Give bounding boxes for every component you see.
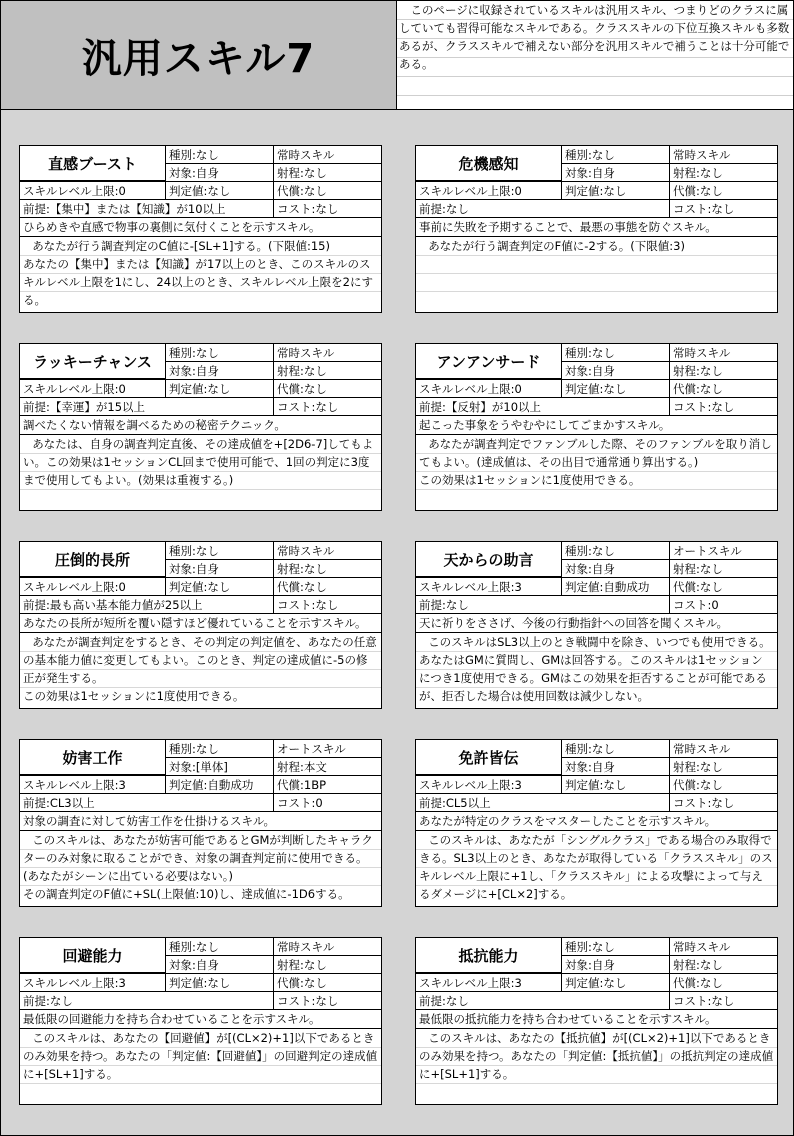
skill-price: 代償:1BP	[277, 778, 327, 792]
skill-price: 代償:なし	[277, 976, 327, 990]
skill-effect	[20, 1029, 381, 1083]
skill-name: 圧倒的長所	[20, 542, 166, 577]
skill-cost: コスト:なし	[673, 202, 735, 216]
skill-judge: 判定値:自動成功	[169, 778, 254, 792]
skill-effect-paragraph: このスキルは、あなたの【抵抗値】が[(CL×2)+1]以下であるときのみ効果を持つ。あなたの「判定値:【抵抗値】」の抵抗判定の達成値に+[SL+1]する。	[419, 1031, 774, 1081]
skill-effect-paragraph: この効果は1セッションに1度使用できる。	[419, 473, 641, 487]
skill-price: 代償:なし	[277, 184, 327, 198]
skill-price: 代償:なし	[673, 382, 723, 396]
skill-judge: 判定値:なし	[565, 976, 627, 990]
skill-card	[19, 145, 382, 313]
skill-judge: 判定値:なし	[169, 580, 231, 594]
page-description-box	[397, 1, 793, 110]
skill-judge: 判定値:なし	[565, 382, 627, 396]
skill-cost: コスト:なし	[673, 796, 735, 810]
skill-name: 危機感知	[416, 146, 562, 181]
skill-flavor: 最低限の回避能力を持ち合わせていることを示すスキル。	[23, 1012, 321, 1026]
skill-level-cap: スキルレベル上限:3	[419, 976, 522, 990]
skill-cost: コスト:なし	[277, 400, 339, 414]
skill-price: 代償:なし	[673, 976, 723, 990]
skill-type: 種別:なし	[169, 940, 219, 954]
skill-flavor: 対象の調査に対して妨害工作を仕掛けるスキル。	[23, 814, 275, 828]
skill-judge: 判定値:自動成功	[565, 580, 650, 594]
skill-timing: 常時スキル	[673, 940, 731, 954]
skill-range: 射程:なし	[673, 364, 723, 378]
skill-range: 射程:なし	[277, 562, 327, 576]
skill-type: 種別:なし	[565, 544, 615, 558]
skill-flavor: あなたが特定のクラスをマスターしたことを示すスキル。	[419, 814, 717, 828]
skill-target: 対象:[単体]	[169, 760, 228, 774]
skill-prerequisite: 前提:最も高い基本能力値が25以上	[23, 598, 203, 612]
skill-range: 射程:なし	[673, 166, 723, 180]
skill-cost: コスト:なし	[673, 400, 735, 414]
skill-level-cap: スキルレベル上限:0	[419, 184, 522, 198]
skill-effect-paragraph: このスキルは、あなたが妨害可能であるとGMが判断したキャラクターのみ対象に取ることができ、対象の調査判定前に使用できる。(あなたがシーンに出ている必要はない。)	[23, 833, 373, 883]
skill-effect	[20, 237, 381, 309]
skill-price: 代償:なし	[277, 580, 327, 594]
skill-name: アンアンサード	[416, 344, 562, 379]
skill-effect-paragraph: このスキルはSL3以上のとき戦闘中を除き、いつでも使用できる。あなたはGMに質問し、GMは回答する。このスキルは1セッションにつき1度使用できる。GMはこの効果を拒否することが可能であるが、拒否した場合は使用回数は減少しない。	[419, 635, 771, 703]
skill-flavor: 起こった事象をうやむやにしてごまかすスキル。	[419, 418, 671, 432]
skill-cost: コスト:0	[277, 796, 323, 810]
skill-prerequisite: 前提:なし	[419, 598, 469, 612]
skill-judge: 判定値:なし	[169, 976, 231, 990]
skill-timing: 常時スキル	[277, 544, 335, 558]
skill-name: 回避能力	[20, 938, 166, 973]
skill-level-cap: スキルレベル上限:3	[419, 778, 522, 792]
skill-timing: 常時スキル	[277, 346, 335, 360]
skill-card	[415, 937, 778, 1105]
skill-effect-paragraph: あなたの【集中】または【知識】が17以上のとき、このスキルのスキルレベル上限を1にし、24以上のとき、スキルレベル上限を2にする。	[23, 257, 373, 307]
skill-timing: 常時スキル	[673, 148, 731, 162]
skill-effect	[416, 831, 777, 903]
skill-name: 天からの助言	[416, 542, 562, 577]
skill-timing: オートスキル	[673, 544, 742, 558]
skill-type: 種別:なし	[565, 148, 615, 162]
skill-effect-paragraph: その調査判定のF値に+SL(上限値:10)し、達成値に-1D6する。	[23, 887, 350, 901]
skill-price: 代償:なし	[673, 778, 723, 792]
skill-flavor: 天に祈りをささげ、今後の行動指針への回答を聞くスキル。	[419, 616, 729, 630]
skill-cost: コスト:なし	[277, 598, 339, 612]
skill-price: 代償:なし	[673, 184, 723, 198]
skill-effect	[20, 435, 381, 489]
skill-effect	[416, 435, 777, 489]
skill-type: 種別:なし	[565, 346, 615, 360]
skill-flavor: 調べたくない情報を調べるための秘密テクニック。	[23, 418, 286, 432]
skill-prerequisite: 前提:なし	[23, 994, 73, 1008]
skill-type: 種別:なし	[169, 742, 219, 756]
skill-effect	[20, 831, 381, 903]
skill-effect	[20, 633, 381, 705]
skill-effect	[416, 1029, 777, 1083]
skill-timing: 常時スキル	[673, 742, 731, 756]
skill-card	[415, 541, 778, 709]
skill-level-cap: スキルレベル上限:3	[419, 580, 522, 594]
skill-cost: コスト:0	[673, 598, 719, 612]
skill-type: 種別:なし	[169, 544, 219, 558]
skill-price: 代償:なし	[277, 382, 327, 396]
skill-name: ラッキーチャンス	[20, 344, 166, 379]
skill-flavor: ひらめきや直感で物事の裏側に気付くことを示すスキル。	[23, 220, 321, 234]
skill-flavor: 事前に失敗を予期することで、最悪の事態を防ぐスキル。	[419, 220, 717, 234]
skill-prerequisite: 前提:なし	[419, 202, 469, 216]
skill-card	[415, 343, 778, 511]
skill-timing: 常時スキル	[673, 346, 731, 360]
skill-price: 代償:なし	[673, 580, 723, 594]
page-description: このページに収録されているスキルは汎用スキル、つまりどのクラスに属していても習得可能なスキルである。クラススキルの下位互換スキルも多数あるが、クラススキルで補えない部分を汎用スキルで補うことは十分可能である。	[399, 3, 790, 71]
skill-type: 種別:なし	[565, 742, 615, 756]
skill-range: 射程:なし	[673, 958, 723, 972]
skill-effect-paragraph: あなたは、自身の調査判定直後、その達成値を+[2D6-7]してもよい。この効果は1セッションCL回まで使用可能で、1回の判定に3度まで使用してもよい。(効果は重複する。)	[23, 437, 374, 487]
skill-effect	[416, 633, 777, 705]
skill-target: 対象:自身	[169, 166, 219, 180]
skill-effect-paragraph: あなたが行う調査判定のF値に-2する。(下限値:3)	[428, 239, 685, 253]
skill-prerequisite: 前提:【集中】または【知識】が10以上	[23, 202, 226, 216]
skill-range: 射程:なし	[277, 364, 327, 378]
skill-timing: オートスキル	[277, 742, 346, 756]
skill-level-cap: スキルレベル上限:0	[23, 580, 126, 594]
skill-flavor: あなたの長所が短所を覆い隠すほど優れていることを示すスキル。	[23, 616, 367, 630]
skill-target: 対象:自身	[565, 562, 615, 576]
skill-card	[19, 739, 382, 907]
skill-level-cap: スキルレベル上限:3	[23, 976, 126, 990]
skill-timing: 常時スキル	[277, 940, 335, 954]
skill-cost: コスト:なし	[277, 994, 339, 1008]
skill-cost: コスト:なし	[673, 994, 735, 1008]
skill-effect-paragraph: このスキルは、あなたの【回避値】が[(CL×2)+1]以下であるときのみ効果を持つ。あなたの「判定値:【回避値】」の回避判定の達成値に+[SL+1]する。	[23, 1031, 378, 1081]
skill-judge: 判定値:なし	[565, 184, 627, 198]
skill-target: 対象:自身	[169, 364, 219, 378]
skill-target: 対象:自身	[169, 958, 219, 972]
skill-level-cap: スキルレベル上限:0	[23, 382, 126, 396]
skill-type: 種別:なし	[169, 346, 219, 360]
skill-range: 射程:なし	[277, 958, 327, 972]
skill-prerequisite: 前提:CL3以上	[23, 796, 95, 810]
skill-name: 直感ブースト	[20, 146, 166, 181]
skill-effect-paragraph: あなたが行う調査判定のC値に-[SL+1]する。(下限値:15)	[32, 239, 330, 253]
skill-level-cap: スキルレベル上限:0	[419, 382, 522, 396]
skill-card	[415, 739, 778, 907]
skill-judge: 判定値:なし	[169, 382, 231, 396]
skill-card	[19, 541, 382, 709]
skill-card	[19, 343, 382, 511]
skill-range: 射程:なし	[277, 166, 327, 180]
skill-range: 射程:なし	[673, 760, 723, 774]
skill-judge: 判定値:なし	[565, 778, 627, 792]
skill-timing: 常時スキル	[277, 148, 335, 162]
page-title: 汎用スキル7	[1, 1, 397, 110]
skill-type: 種別:なし	[169, 148, 219, 162]
skill-effect	[416, 237, 777, 255]
skill-prerequisite: 前提:【反射】が10以上	[419, 400, 542, 414]
skill-effect-paragraph: あなたが調査判定でファンブルした際、そのファンブルを取り消してもよい。(達成値は、その出目で通常通り算出する。)	[419, 437, 772, 469]
skill-effect-paragraph: あなたが調査判定をするとき、その判定の判定値を、あなたの任意の基本能力値に変更してもよい。このとき、判定の達成値に-5の修正が発生する。	[23, 635, 377, 685]
skill-effect-paragraph: この効果は1セッションに1度使用できる。	[23, 689, 245, 703]
skill-target: 対象:自身	[565, 166, 615, 180]
skill-range: 射程:なし	[673, 562, 723, 576]
skill-target: 対象:自身	[169, 562, 219, 576]
skill-effect-paragraph: このスキルは、あなたが「シングルクラス」である場合のみ取得できる。SL3以上のとき、あなたが取得している「クラススキル」のスキルレベル上限に+1し、「クラススキル」による攻撃によって与えるダメージに+[CL×2]する。	[419, 833, 773, 901]
skill-name: 抵抗能力	[416, 938, 562, 973]
skill-prerequisite: 前提:【幸運】が15以上	[23, 400, 146, 414]
skill-target: 対象:自身	[565, 958, 615, 972]
skill-target: 対象:自身	[565, 364, 615, 378]
skill-cost: コスト:なし	[277, 202, 339, 216]
skill-target: 対象:自身	[565, 760, 615, 774]
skill-name: 免許皆伝	[416, 740, 562, 775]
skill-range: 射程:本文	[277, 760, 327, 774]
skill-prerequisite: 前提:なし	[419, 994, 469, 1008]
skill-flavor: 最低限の抵抗能力を持ち合わせていることを示すスキル。	[419, 1012, 717, 1026]
skill-card	[415, 145, 778, 313]
skill-prerequisite: 前提:CL5以上	[419, 796, 491, 810]
skill-judge: 判定値:なし	[169, 184, 231, 198]
skill-level-cap: スキルレベル上限:3	[23, 778, 126, 792]
skill-name: 妨害工作	[20, 740, 166, 775]
skill-card	[19, 937, 382, 1105]
skill-level-cap: スキルレベル上限:0	[23, 184, 126, 198]
skill-type: 種別:なし	[565, 940, 615, 954]
